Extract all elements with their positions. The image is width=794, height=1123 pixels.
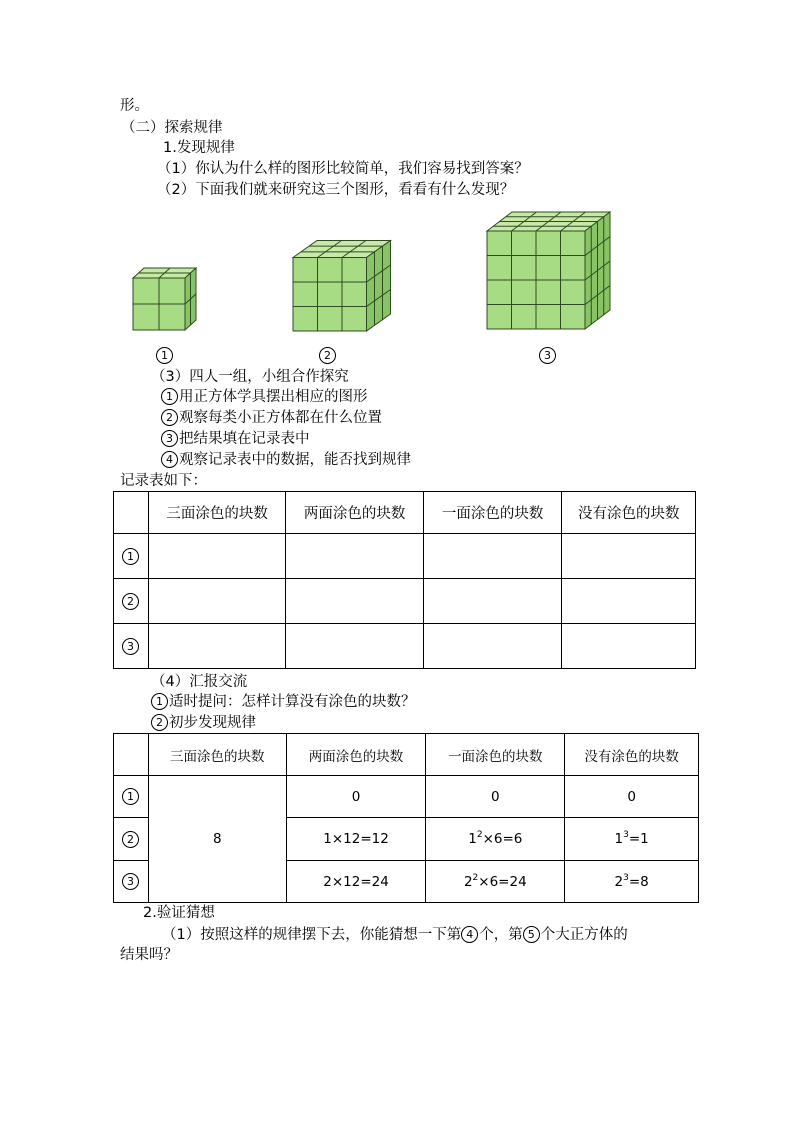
- one-face-cell: 0: [426, 776, 565, 818]
- table-cell: [423, 624, 562, 669]
- table-row: [114, 776, 699, 818]
- step-item: 1 适时提问：怎样计算没有涂色的块数？: [151, 692, 416, 712]
- subsection-heading: 1.发现规律: [163, 140, 235, 156]
- table-cell: [562, 534, 696, 579]
- table-row: [114, 534, 696, 579]
- table-header-cell: 三面涂色的块数: [148, 734, 286, 776]
- two-face-cell: 1×12=12: [286, 818, 426, 861]
- table-header-cell: 没有涂色的块数: [562, 492, 696, 534]
- figure-label-1: 1: [156, 346, 174, 366]
- table-cell: [562, 624, 696, 669]
- table-cell: [148, 534, 286, 579]
- question-1: （1）你认为什么样的图形比较简单，我们容易找到答案？: [157, 161, 529, 177]
- row-label: 2: [114, 579, 149, 624]
- table-header-cell: 一面涂色的块数: [426, 734, 565, 776]
- step-3-heading: （3）四人一组，小组合作探究: [151, 369, 349, 385]
- table-cell: [286, 579, 424, 624]
- section-heading: （二）探索规律: [121, 120, 223, 136]
- table-cell: [148, 624, 286, 669]
- table-header-cell: 两面涂色的块数: [286, 492, 424, 534]
- table-header-cell: 三面涂色的块数: [148, 492, 286, 534]
- no-face-cell: $1^3=1$: [565, 818, 699, 861]
- two-face-cell: 0: [286, 776, 426, 818]
- text-line: 形。: [120, 98, 149, 114]
- cube-figures: [0, 200, 794, 380]
- row-label: 3: [114, 861, 149, 903]
- one-face-cell: $1^2\times 6=6$: [426, 818, 565, 861]
- row-label: 2: [114, 818, 149, 861]
- step-item: 2 观察每类小正方体都在什么位置: [161, 408, 382, 428]
- figure-label-3: 3: [539, 346, 557, 366]
- no-face-cell: $2^3=8$: [565, 861, 699, 903]
- step-item: 3 把结果填在记录表中: [161, 429, 310, 449]
- table-header-cell: [114, 492, 149, 534]
- table-header-cell: 一面涂色的块数: [423, 492, 562, 534]
- table-cell: [286, 534, 424, 579]
- table-caption: 记录表如下：: [120, 473, 207, 489]
- record-table: [113, 491, 696, 669]
- question-2: （2）下面我们就来研究这三个图形，看看有什么发现？: [157, 182, 515, 198]
- table-cell: [286, 624, 424, 669]
- table-header-cell: [114, 734, 149, 776]
- one-face-cell: $2^2\times 6=24$: [426, 861, 565, 903]
- question-text: 结果吗？: [120, 947, 178, 963]
- subsection-heading: 2.验证猜想: [143, 905, 215, 921]
- table-header-cell: 没有涂色的块数: [565, 734, 699, 776]
- table-header-cell: 两面涂色的块数: [286, 734, 426, 776]
- step-item: 2 初步发现规律: [151, 713, 256, 733]
- row-label: 3: [114, 624, 149, 669]
- table-row: [114, 579, 696, 624]
- figure-label-2: 2: [319, 346, 337, 366]
- result-table: [113, 733, 699, 903]
- table-cell: [148, 579, 286, 624]
- table-cell: [423, 579, 562, 624]
- question-text: （1）按照这样的规律摆下去，你能猜想一下第 4 个，第 5 个大正方体的: [162, 927, 628, 943]
- step-item: 1 用正方体学具摆出相应的图形: [161, 387, 368, 407]
- step-4-heading: （4）汇报交流: [151, 674, 248, 690]
- table-cell: [562, 579, 696, 624]
- row-label: 1: [114, 534, 149, 579]
- cube-front-face: [293, 258, 367, 332]
- row-label: 1: [114, 776, 149, 818]
- table-cell: [423, 534, 562, 579]
- two-face-cell: 2×12=24: [286, 861, 426, 903]
- three-face-cell: 8: [148, 776, 286, 903]
- step-item: 4 观察记录表中的数据，能否找到规律: [161, 450, 411, 470]
- no-face-cell: 0: [565, 776, 699, 818]
- table-row: [114, 624, 696, 669]
